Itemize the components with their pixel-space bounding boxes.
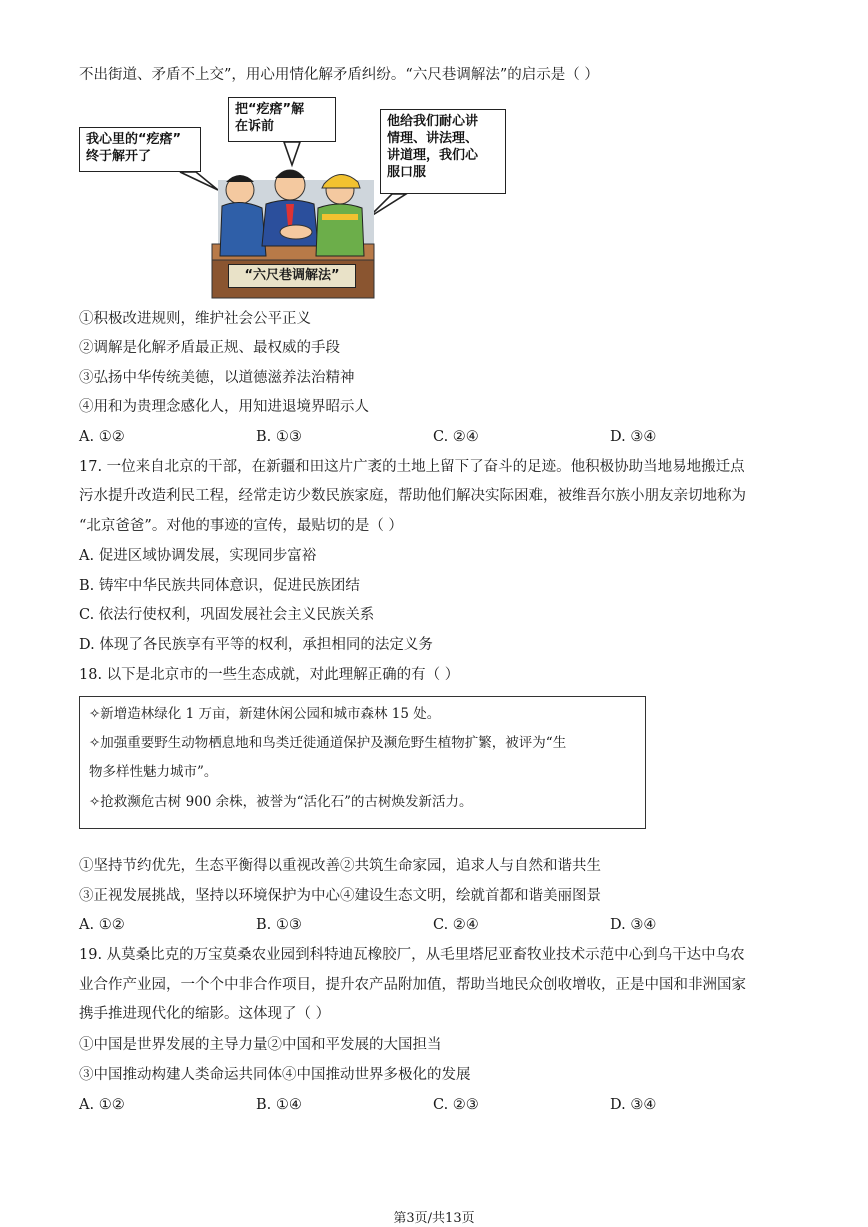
q18-stem: 18. 以下是北京市的一些生态成就，对此理解正确的有（ ） xyxy=(79,667,460,683)
q19-items-line-1: ①中国是世界发展的主导力量②中国和平发展的大国担当 xyxy=(79,1037,442,1053)
q16-option-d[interactable]: D. ③④ xyxy=(610,429,657,445)
q18-box-line-1: ✧新增造林绿化 1 万亩，新建休闲公园和城市森林 15 处。 xyxy=(89,706,441,722)
q17-stem-line-1: 17. 一位来自北京的干部，在新疆和田这片广袤的土地上留下了奋斗的足迹。他积极协助当地易地搬迁点 xyxy=(79,459,745,475)
speech-bubble-left: 我心里的“疙瘩” 终于解开了 xyxy=(79,127,201,172)
q16-item-2: ②调解是化解矛盾最正规、最权威的手段 xyxy=(79,340,340,356)
q18-box-line-2: ✧加强重要野生动物栖息地和鸟类迁徙通道保护及濒危野生植物扩繁，被评为“生 xyxy=(89,735,567,751)
q19-stem-line-1: 19. 从莫桑比克的万宝莫桑农业园到科特迪瓦橡胶厂，从毛里塔尼亚畜牧业技术示范中心到乌干达中乌农 xyxy=(79,947,745,963)
q19-option-d[interactable]: D. ③④ xyxy=(610,1097,657,1113)
q17-stem-line-2: 污水提升改造利民工程，经常走访少数民族家庭，帮助他们解决实际困难，被维吾尔族小朋友亲切地称为 xyxy=(79,488,746,504)
mediation-scene-drawing xyxy=(0,0,868,310)
q17-stem-line-3: “北京爸爸”。对他的事迹的宣传，最贴切的是（ ） xyxy=(79,518,403,534)
q18-option-c[interactable]: C. ②④ xyxy=(433,917,479,933)
q19-option-a[interactable]: A. ①② xyxy=(79,1097,125,1113)
q19-option-c[interactable]: C. ②③ xyxy=(433,1097,479,1113)
q18-box-line-3: 物多样性魅力城市”。 xyxy=(89,764,218,780)
q17-option-c[interactable]: C. 依法行使权利，巩固发展社会主义民族关系 xyxy=(79,607,375,623)
speech-bubble-right: 他给我们耐心讲 情理、讲法理、 讲道理，我们心 服口服 xyxy=(380,109,506,194)
question-16-stem: 不出街道、矛盾不上交”，用心用情化解矛盾纠纷。“六尺巷调解法”的启示是（ ） xyxy=(79,67,599,83)
q19-stem-line-3: 携手推进现代化的缩影。这体现了（ ） xyxy=(79,1006,331,1022)
q18-info-box xyxy=(79,696,646,829)
q18-option-a[interactable]: A. ①② xyxy=(79,917,125,933)
q16-item-3: ③弘扬中华传统美德，以道德滋养法治精神 xyxy=(79,370,355,386)
page-number: 第3页/共13页 xyxy=(393,1211,475,1226)
q19-stem-line-2: 业合作产业园，一个个中非合作项目，提升农产品附加值，帮助当地民众创收增收，正是中国和非洲国家 xyxy=(79,977,746,993)
q16-option-a[interactable]: A. ①② xyxy=(79,429,125,445)
q16-item-4: ④用和为贵理念感化人，用知进退境界昭示人 xyxy=(79,399,369,415)
q16-item-1: ①积极改进规则，维护社会公平正义 xyxy=(79,311,311,327)
q17-option-b[interactable]: B. 铸牢中华民族共同体意识，促进民族团结 xyxy=(79,578,360,594)
q19-items-line-2: ③中国推动构建人类命运共同体④中国推动世界多极化的发展 xyxy=(79,1067,471,1083)
q16-option-c[interactable]: C. ②④ xyxy=(433,429,479,445)
q19-option-b[interactable]: B. ①④ xyxy=(256,1097,302,1113)
q17-option-a[interactable]: A. 促进区域协调发展，实现同步富裕 xyxy=(79,548,317,564)
q16-option-b[interactable]: B. ①③ xyxy=(256,429,302,445)
q17-option-d[interactable]: D. 体现了各民族享有平等的权利，承担相同的法定义务 xyxy=(79,637,433,653)
q18-items-line-1: ①坚持节约优先，生态平衡得以重视改善②共筑生命家园，追求人与自然和谐共生 xyxy=(79,858,601,874)
q18-box-line-4: ✧抢救濒危古树 900 余株，被誉为“活化石”的古树焕发新活力。 xyxy=(89,794,473,810)
table-sign: “六尺巷调解法” xyxy=(228,264,356,288)
q18-option-b[interactable]: B. ①③ xyxy=(256,917,302,933)
q18-option-d[interactable]: D. ③④ xyxy=(610,917,657,933)
q18-items-line-2: ③正视发展挑战，坚持以环境保护为中心④建设生态文明，绘就首都和谐美丽图景 xyxy=(79,888,601,904)
speech-bubble-middle: 把“疙瘩”解 在诉前 xyxy=(228,97,336,142)
